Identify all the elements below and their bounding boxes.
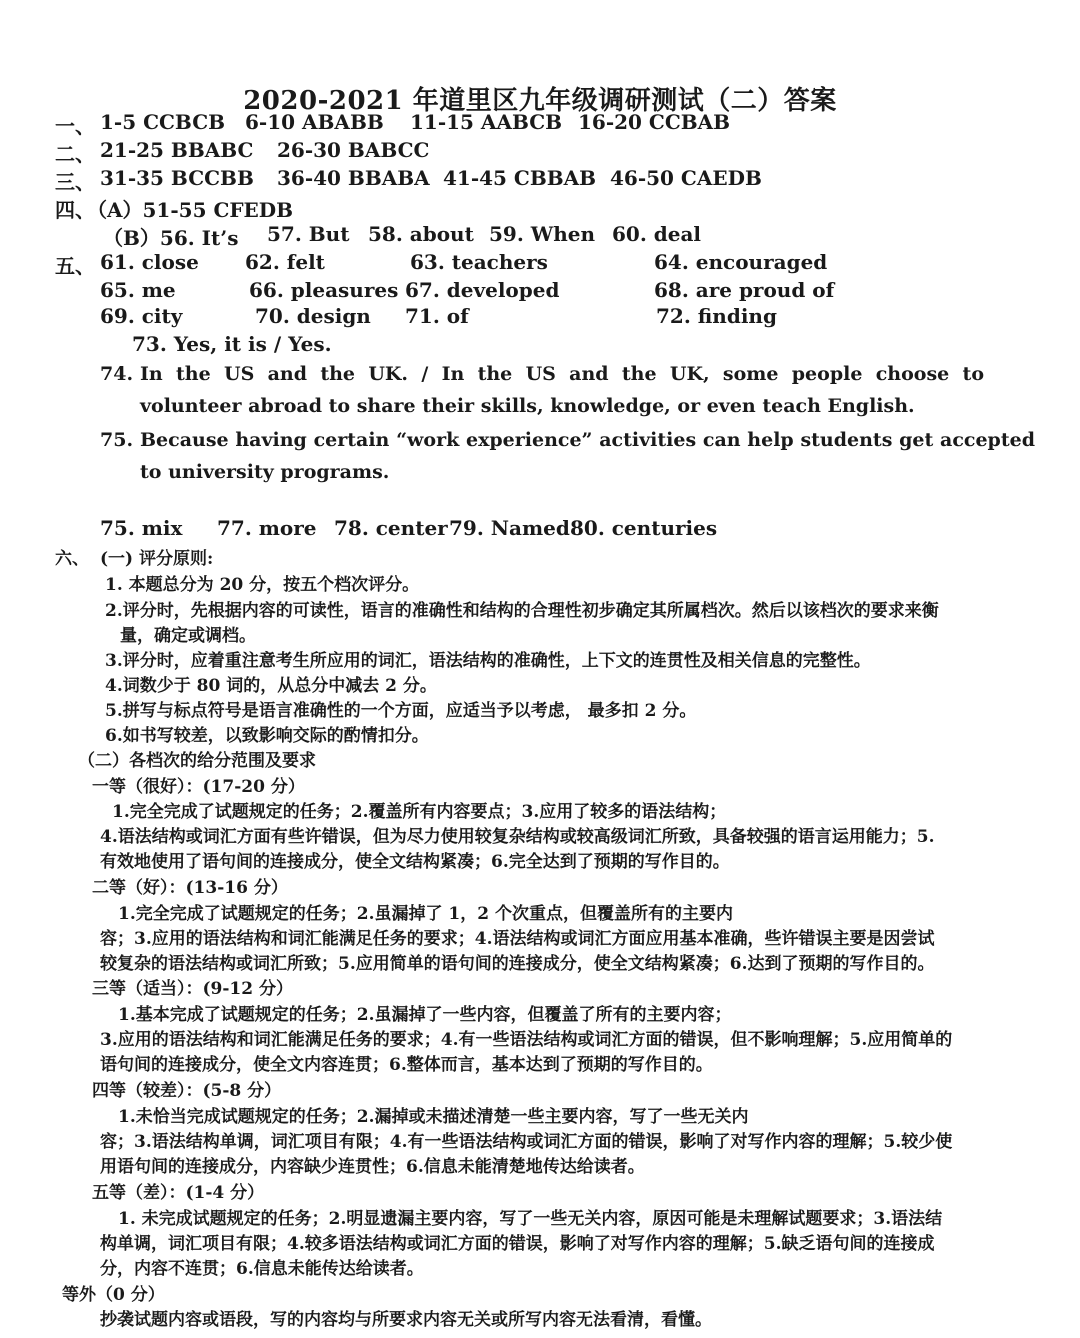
grade-1-line: 有效地使用了语句间的连接成分，使全文结构紧凑；6.完全达到了预期的写作目的。 — [100, 852, 730, 872]
grade-1-line: 4.语法结构或词汇方面有些许错误，但为尽力使用较复杂结构或较高级词汇所致，具备较强的语言运用能力；5. — [100, 827, 935, 847]
section-2-label: 二、 — [55, 142, 95, 166]
answer-group: 46-50 CAEDB — [610, 166, 762, 190]
grade-4-line: 用语句间的连接成分，内容缺少连贯性；6.信息未能清楚地传达给读者。 — [100, 1157, 645, 1177]
grade-5-title: 五等（差）：(1-4 分） — [92, 1183, 265, 1203]
section-4-label: 四、 — [55, 198, 95, 222]
page-title: 2020-2021 年道里区九年级调研测试（二）答案 — [243, 86, 837, 116]
grade-4-line: 容；3.语法结构单调，词汇项目有限；4.有一些语法结构或词汇方面的错误，影响了对写作内容的理解；5.较少使 — [100, 1132, 953, 1152]
answer-item: 77. more — [217, 516, 317, 540]
section-6-label: 六、 — [55, 549, 89, 569]
subsection-heading: （二）各档次的给分范围及要求 — [78, 751, 316, 771]
answer-item: 78. center — [334, 516, 448, 540]
answer-group: 41-45 CBBAB — [443, 166, 597, 190]
grade-1-line: 1.完全完成了试题规定的任务；2.覆盖所有内容要点；3.应用了较多的语法结构； — [112, 802, 727, 822]
grade-2-line: 较复杂的语法结构或词汇所致；5.应用简单的语句间的连接成分，使全文结构紧凑；6.达到了预期的写作目的。 — [100, 954, 935, 974]
answer-item: 61. close — [100, 250, 199, 274]
rule-item: 3.评分时，应着重注意考生所应用的词汇，语法结构的准确性，上下文的连贯性及相关信息的完整性。 — [105, 651, 871, 671]
grade-3-line: 3.应用的语法结构和词汇能满足任务的要求；4.有一些语法结构或词汇方面的错误，但不影响理解；5.应用简单的 — [100, 1030, 953, 1050]
answer-number: 75. — [100, 429, 134, 451]
answer-73: 73. Yes, it is / Yes. — [132, 332, 332, 356]
answer-item: 57. But — [267, 222, 350, 246]
grade-5-line: 1. 未完成试题规定的任务；2.明显遗漏主要内容，写了一些无关内容，原因可能是未理解试题要求；3.语法结 — [118, 1209, 943, 1229]
answer-item: 79. Named — [449, 516, 570, 540]
grade-4-line: 1.未恰当完成试题规定的任务；2.漏掉或未描述清楚一些主要内容，写了一些无关内 — [118, 1107, 749, 1127]
answer-item: 80. centuries — [570, 516, 718, 540]
answer-item: 66. pleasures — [249, 278, 399, 302]
answer-group: 6-10 ABABB — [245, 110, 384, 134]
answer-text: In the US and the UK. / In the US and the UK, some people choose to volunteer abroad to share their skills, knowledge, or even teach English. — [140, 363, 984, 417]
answer-group: 26-30 BABCC — [277, 138, 430, 162]
answer-item: 67. developed — [405, 278, 560, 302]
rule-item: 量，确定或调档。 — [120, 626, 256, 646]
answer-group: 16-20 CCBAB — [578, 110, 731, 134]
subsection-heading: (一) 评分原则: — [100, 549, 214, 569]
answer-item: 71. of — [405, 304, 469, 328]
grade-0-title: 等外（0 分） — [62, 1285, 165, 1305]
answer-group: （A）51-55 CFEDB — [87, 198, 294, 222]
answer-item: 59. When — [489, 222, 596, 246]
answer-item: 68. are proud of — [654, 278, 835, 302]
answer-number: 74. — [100, 363, 134, 385]
grade-1-title: 一等（很好）：(17-20 分） — [92, 777, 305, 797]
answer-text: Because having certain “work experience” activities can help students get accepted to university programs. — [140, 429, 1035, 483]
rule-item: 5.拼写与标点符号是语言准确性的一个方面，应适当予以考虑， 最多扣 2 分。 — [105, 701, 697, 721]
grade-3-line: 1.基本完成了试题规定的任务；2.虽漏掉了一些内容，但覆盖了所有的主要内容； — [118, 1005, 732, 1025]
section-1-label: 一、 — [55, 114, 95, 138]
grade-5-line: 构单调，词汇项目有限；4.较多语法结构或词汇方面的错误，影响了对写作内容的理解；5.缺乏语句间的连接成 — [100, 1234, 935, 1254]
answer-item: （B）56. It’s — [103, 226, 239, 250]
answer-74 — [100, 358, 984, 422]
grade-3-line: 语句间的连接成分，使全文内容连贯；6.整体而言，基本达到了预期的写作目的。 — [100, 1055, 713, 1075]
answer-group: 21-25 BBABC — [100, 138, 254, 162]
section-5-label: 五、 — [55, 254, 95, 278]
answer-item: 75. mix — [100, 516, 183, 540]
rule-item: 1. 本题总分为 20 分，按五个档次评分。 — [105, 575, 420, 595]
grade-3-title: 三等（适当）：(9-12 分） — [92, 979, 294, 999]
answer-item: 58. about — [368, 222, 474, 246]
answer-item: 69. city — [100, 304, 183, 328]
answer-group: 1-5 CCBCB — [100, 110, 226, 134]
grade-2-title: 二等（好）：(13-16 分） — [92, 878, 288, 898]
rule-item: 4.词数少于 80 词的，从总分中减去 2 分。 — [105, 676, 437, 696]
answer-75 — [100, 424, 1035, 488]
grade-2-line: 容；3.应用的语法结构和词汇能满足任务的要求；4.语法结构或词汇方面应用基本准确，些许错误主要是因尝试 — [100, 929, 935, 949]
answer-item: 72. finding — [656, 304, 777, 328]
answer-group: 36-40 BBABA — [277, 166, 430, 190]
answer-item: 65. me — [100, 278, 176, 302]
rule-item: 6.如书写较差，以致影响交际的酌情扣分。 — [105, 726, 429, 746]
grade-4-title: 四等（较差）：(5-8 分） — [92, 1081, 282, 1101]
grade-0-line: 抄袭试题内容或语段，写的内容均与所要求内容无关或所写内容无法看清，看懂。 — [100, 1310, 712, 1330]
answer-item: 70. design — [255, 304, 371, 328]
section-3-label: 三、 — [55, 170, 95, 194]
grade-2-line: 1.完全完成了试题规定的任务；2.虽漏掉了 1，2 个次重点，但覆盖所有的主要内 — [118, 904, 733, 924]
answer-group: 31-35 BCCBB — [100, 166, 254, 190]
answer-item: 62. felt — [245, 250, 325, 274]
answer-item: 60. deal — [612, 222, 702, 246]
rule-item: 2.评分时，先根据内容的可读性，语言的准确性和结构的合理性初步确定其所属档次。然后以该档次的要求来衡 — [105, 601, 939, 621]
answer-group: 11-15 AABCB — [410, 110, 563, 134]
answer-item: 64. encouraged — [654, 250, 828, 274]
grade-5-line: 分，内容不连贯；6.信息未能传达给读者。 — [100, 1259, 424, 1279]
answer-item: 63. teachers — [410, 250, 548, 274]
